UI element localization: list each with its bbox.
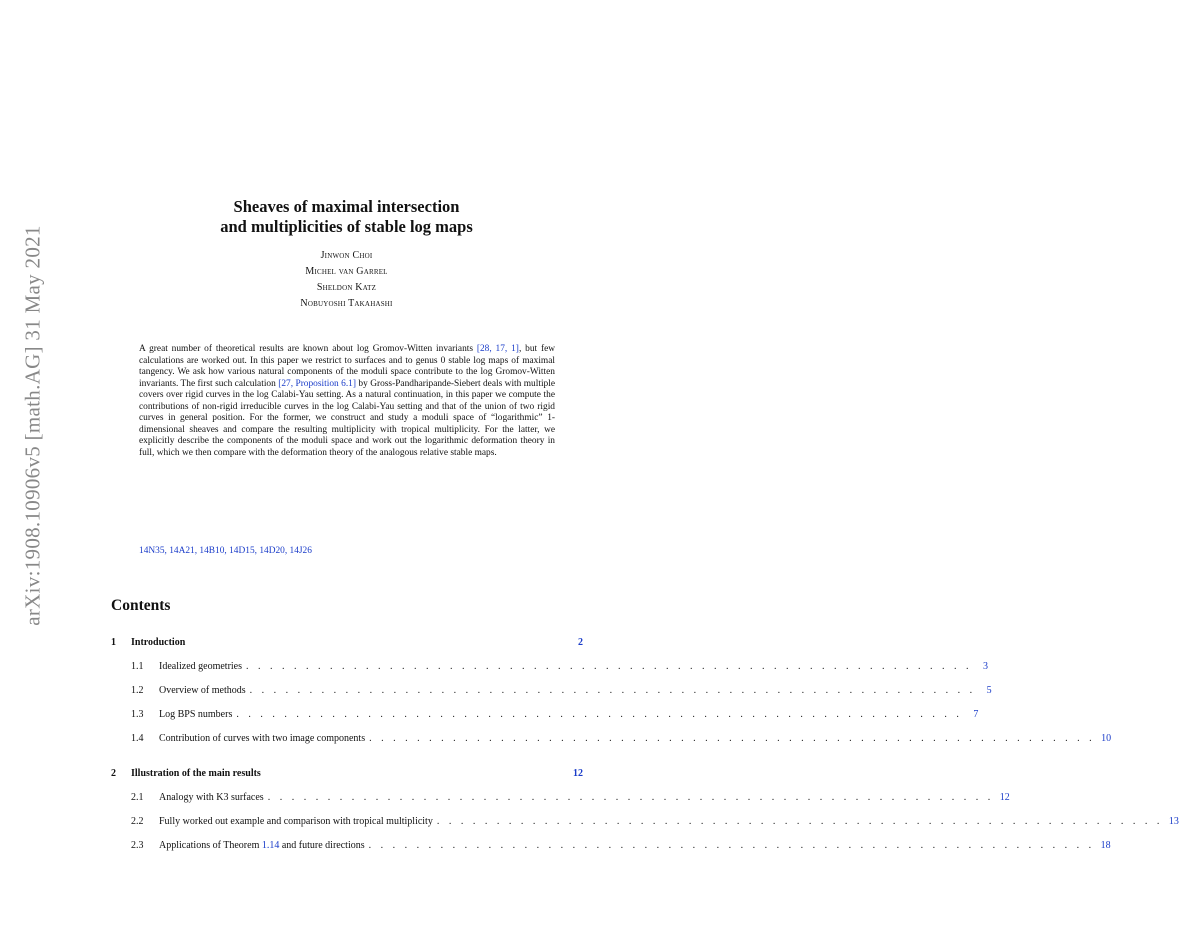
citation-link[interactable]: [27, Proposition 6.1] [278, 378, 356, 389]
author: Nobuyoshi Takahashi [300, 298, 393, 309]
table-of-contents [111, 0, 1179, 932]
toc-title: Overview of methods [159, 685, 246, 696]
toc-leader: . . . . . . . . . . . . . . . . . . . . . . . . . . . . . . . . . . . . . . . . . . . . . . . . . . . . . . . . . . . . . [267, 792, 994, 803]
author: Jinwon Choi [320, 250, 373, 261]
abstract-text: , but few calculations are worked out. In this paper we restrict to surfaces and to genus 0 stable log maps of maximal tangency. We ask how various natural components of the moduli space contribute to the log Gromov-Witten invariants. The first such calculation [139, 344, 556, 389]
toc-leader: . . . . . . . . . . . . . . . . . . . . . . . . . . . . . . . . . . . . . . . . . . . . . . . . . . . . . . . . . . . . . [368, 840, 1095, 851]
toc-number: 1.3 [131, 709, 144, 720]
toc-title-text: Applications of Theorem [159, 840, 262, 851]
citation-link[interactable]: [28, 17, 1] [476, 344, 519, 354]
toc-title-text: and future directions [279, 840, 365, 851]
toc-page-link[interactable]: 13 [1168, 816, 1179, 827]
toc-section-2[interactable] [111, 768, 583, 782]
toc-leader: . . . . . . . . . . . . . . . . . . . . . . . . . . . . . . . . . . . . . . . . . . . . . . . . . . . . . . . . . . . . . [236, 709, 963, 720]
author: Sheldon Katz [316, 282, 377, 293]
toc-title: Illustration of the main results [131, 768, 261, 779]
toc-number: 2.2 [131, 816, 144, 827]
msc-classification-link[interactable]: 14N35, 14A21, 14B10, 14D15, 14D20, 14J26 [139, 546, 312, 556]
toc-number: 1.4 [131, 733, 144, 744]
toc-page-link[interactable]: 3 [983, 661, 989, 672]
toc-title: Introduction [131, 637, 186, 648]
title-line-1: Sheaves of maximal intersection [233, 197, 460, 216]
toc-page-link[interactable]: 12 [573, 768, 583, 779]
toc-subsection[interactable] [111, 685, 992, 699]
toc-section-1[interactable] [111, 637, 583, 651]
toc-number: 1.1 [131, 661, 144, 672]
title-line-2: and multiplicities of stable log maps [220, 217, 473, 236]
toc-page-link[interactable]: 18 [1100, 840, 1111, 851]
toc-title [159, 840, 365, 851]
toc-number: 2.3 [131, 840, 144, 851]
author: Michel van Garrel [305, 266, 388, 277]
toc-subsection[interactable] [111, 661, 989, 675]
toc-page-link[interactable]: 2 [578, 637, 583, 648]
toc-subsection[interactable] [111, 840, 1111, 854]
toc-leader: . . . . . . . . . . . . . . . . . . . . . . . . . . . . . . . . . . . . . . . . . . . . . . . . . . . . . . . . . . . . . [436, 816, 1163, 827]
toc-leader: . . . . . . . . . . . . . . . . . . . . . . . . . . . . . . . . . . . . . . . . . . . . . . . . . . . . . . . . . . . . . [246, 661, 973, 672]
toc-page-link[interactable]: 10 [1101, 733, 1112, 744]
toc-number: 2.1 [131, 792, 144, 803]
toc-title: Fully worked out example and comparison with tropical multiplicity [159, 816, 433, 827]
toc-subsection[interactable] [111, 792, 1010, 806]
toc-page-link[interactable]: 12 [999, 792, 1010, 803]
toc-page-link[interactable]: 7 [973, 709, 979, 720]
toc-subsection[interactable] [111, 733, 1112, 747]
contents-heading: Contents [111, 597, 171, 614]
toc-title: Idealized geometries [159, 661, 243, 672]
theorem-ref-link[interactable]: 1.14 [261, 840, 280, 851]
toc-number: 1.2 [131, 685, 144, 696]
toc-number: 2 [111, 768, 116, 779]
toc-subsection[interactable] [111, 709, 979, 723]
toc-title: Log BPS numbers [159, 709, 233, 720]
toc-leader: . . . . . . . . . . . . . . . . . . . . . . . . . . . . . . . . . . . . . . . . . . . . . . . . . . . . . . . . . . . . . [369, 733, 1096, 744]
toc-subsection[interactable] [111, 816, 1179, 830]
toc-title: Analogy with K3 surfaces [159, 792, 264, 803]
toc-leader: . . . . . . . . . . . . . . . . . . . . . . . . . . . . . . . . . . . . . . . . . . . . . . . . . . . . . . . . . . . . . [249, 685, 976, 696]
toc-page-link[interactable]: 5 [986, 685, 992, 696]
abstract-text: by Gross-Pandharipande-Siebert deals with multiple covers over rigid curves in the log Calabi-Yau setting. As a natural continuation, in this paper we compute the contributions of non-rigid irreducible curves in the log Calabi-Yau setting and that of the union of two rigid curves in general position. For the former, we construct and study a moduli space of “logarithmic” 1-dimensional sheaves and compare the resulting multiplicity with tropical multiplicity. For the latter, we explicitly describe the components of the moduli space and work out the logarithmic deformation theory in full, which we then compare with the deformation theory of the analogous relative stable maps. [139, 378, 556, 458]
abstract-text: A great number of theoretical results are known about log Gromov-Witten invariants [139, 344, 474, 354]
arxiv-stamp-text: arXiv:1908.10906v5 [math.AG] 31 May 2021 [20, 224, 45, 626]
toc-number: 1 [111, 637, 116, 648]
toc-title: Contribution of curves with two image components [159, 733, 366, 744]
